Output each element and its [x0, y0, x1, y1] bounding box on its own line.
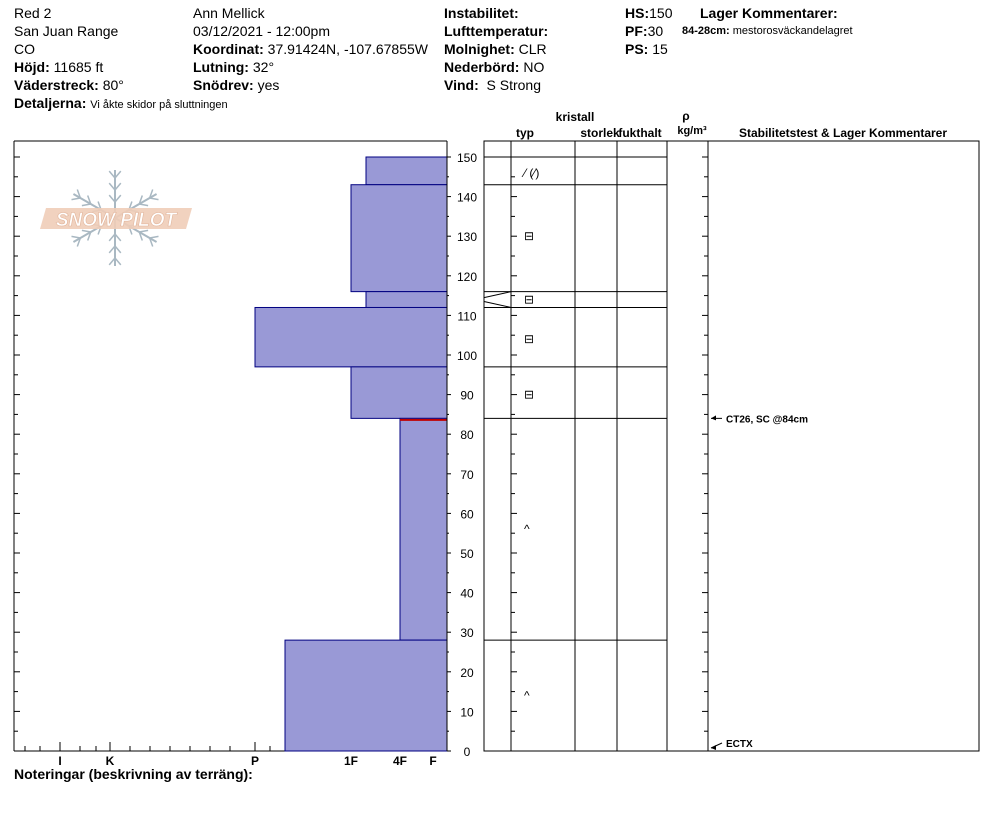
layer-connector: [484, 292, 511, 298]
state-name: CO: [14, 41, 35, 57]
wind-loading-label: Snödrev:: [193, 77, 254, 93]
air-temp-label: Lufttemperatur:: [444, 23, 549, 39]
snowflake-branch: [71, 198, 80, 200]
observation-datetime: 03/12/2021 - 12:00pm: [193, 23, 330, 39]
hardness-layer: [366, 157, 447, 185]
y-tick-label: 80: [460, 428, 474, 443]
x-tick-label: K: [105, 754, 115, 768]
snowflake-branch: [139, 204, 148, 206]
elevation-label: Höjd:: [14, 59, 50, 75]
grain-type-symbol: ⁄ (⁄): [524, 165, 540, 180]
layer-connector: [484, 302, 511, 308]
y-tick-label: 30: [460, 626, 474, 641]
ps-value: 15: [652, 41, 668, 57]
precip-label: Nederbörd:: [444, 59, 520, 75]
wind-label: Vind:: [444, 77, 479, 93]
x-tick-label: P: [250, 754, 260, 768]
hs-value: 150: [649, 5, 673, 21]
height-axis: [447, 141, 477, 759]
col-crystal-header: kristall: [555, 110, 595, 124]
y-tick-label: 110: [457, 309, 477, 324]
hardness-layer: [285, 640, 447, 751]
aspect-value: 80°: [102, 77, 124, 93]
y-tick-label: 40: [460, 586, 474, 601]
precip-value: NO: [523, 59, 545, 75]
details-label: Detaljerna:: [14, 95, 87, 111]
observer-name: Ann Mellick: [193, 5, 265, 21]
stability-test-label: ECTX: [726, 739, 753, 750]
elevation-value: 11685 ft: [53, 59, 104, 75]
x-tick-label: 4F: [392, 754, 408, 768]
slope-value: 32°: [252, 59, 275, 75]
hs-label: HS:: [625, 5, 650, 21]
y-tick-label: 0: [463, 745, 471, 759]
y-tick-label: 150: [456, 151, 478, 165]
hardness-layer: [255, 307, 447, 366]
hardness-layer: [366, 292, 447, 308]
slope-label: Lutning:: [193, 59, 249, 75]
instability-label: Instabilitet:: [444, 5, 519, 21]
grain-type-symbol: ⊟: [524, 387, 535, 402]
coordinate-value: 37.91424N, -107.67855W: [267, 41, 428, 57]
x-tick-label: I: [58, 754, 62, 768]
col-type-header: typ: [516, 126, 534, 140]
y-tick-label: 120: [456, 269, 478, 284]
y-tick-label: 130: [456, 230, 478, 245]
notes-label: Noteringar (beskrivning av terräng):: [14, 766, 253, 782]
layer-comments-heading: Lager Kommentarer:: [700, 5, 838, 21]
hardness-layer: [400, 418, 447, 640]
wind-loading-value: yes: [257, 77, 280, 93]
range-name: San Juan Range: [14, 23, 119, 39]
grain-type-symbol: ⊟: [524, 292, 535, 307]
snowpilot-logo: [40, 170, 192, 266]
col-rho-header: ρ: [682, 109, 690, 123]
snowflake-branch: [150, 198, 159, 200]
pf-value: 30: [647, 23, 664, 39]
ps-label: PS:: [625, 41, 649, 57]
y-tick-label: 50: [460, 547, 474, 561]
stability-tests: [711, 414, 808, 750]
stability-test-label: CT26, SC @84cm: [726, 414, 809, 426]
grain-type-symbol: ⊟: [524, 332, 535, 347]
sky-label: Molnighet:: [444, 41, 515, 57]
snowflake-branch: [82, 204, 91, 206]
col-moisture-header: fukthalt: [618, 126, 662, 140]
aspect-label: Väderstreck:: [14, 77, 99, 93]
layer-table: [484, 141, 979, 751]
y-tick-label: 90: [460, 388, 474, 403]
table-frame: [484, 141, 979, 751]
sky-value: CLR: [518, 41, 547, 57]
y-tick-label: 100: [456, 349, 478, 363]
y-tick-label: 60: [460, 507, 474, 522]
col-density-unit: kg/m³: [677, 125, 707, 137]
y-tick-label: 10: [460, 705, 474, 720]
y-tick-label: 20: [460, 665, 474, 680]
col-size-header: storlek: [580, 126, 620, 140]
grain-type-symbol: ^: [524, 688, 530, 703]
x-tick-label: F: [429, 754, 437, 768]
logo-wordmark: SNOW PILOT: [55, 210, 177, 231]
site-name: Red 2: [14, 5, 52, 21]
layer-comment-depth: 84-28cm:: [682, 25, 730, 37]
pf-label: PF:: [625, 23, 648, 39]
hardness-layer: [351, 367, 447, 418]
hardness-layers: [255, 157, 447, 751]
col-stability-header: Stabilitetstest & Lager Kommentarer: [738, 126, 948, 140]
layer-comment-text: mestorosväckandelagret: [732, 25, 853, 37]
details-value: Vi åkte skidor på sluttningen: [90, 99, 228, 111]
y-tick-label: 70: [460, 467, 474, 482]
x-tick-label: 1F: [343, 754, 359, 768]
snowflake-branch: [150, 236, 159, 238]
hardness-layer: [351, 185, 447, 292]
grain-type-symbol: ⊟: [524, 229, 535, 244]
y-tick-label: 140: [456, 190, 478, 205]
snowflake-branch: [71, 236, 80, 238]
wind-value: S Strong: [486, 77, 542, 93]
grain-type-symbol: ^: [524, 522, 530, 537]
grain-symbols: [521, 166, 539, 703]
coordinate-label: Koordinat:: [193, 41, 264, 57]
